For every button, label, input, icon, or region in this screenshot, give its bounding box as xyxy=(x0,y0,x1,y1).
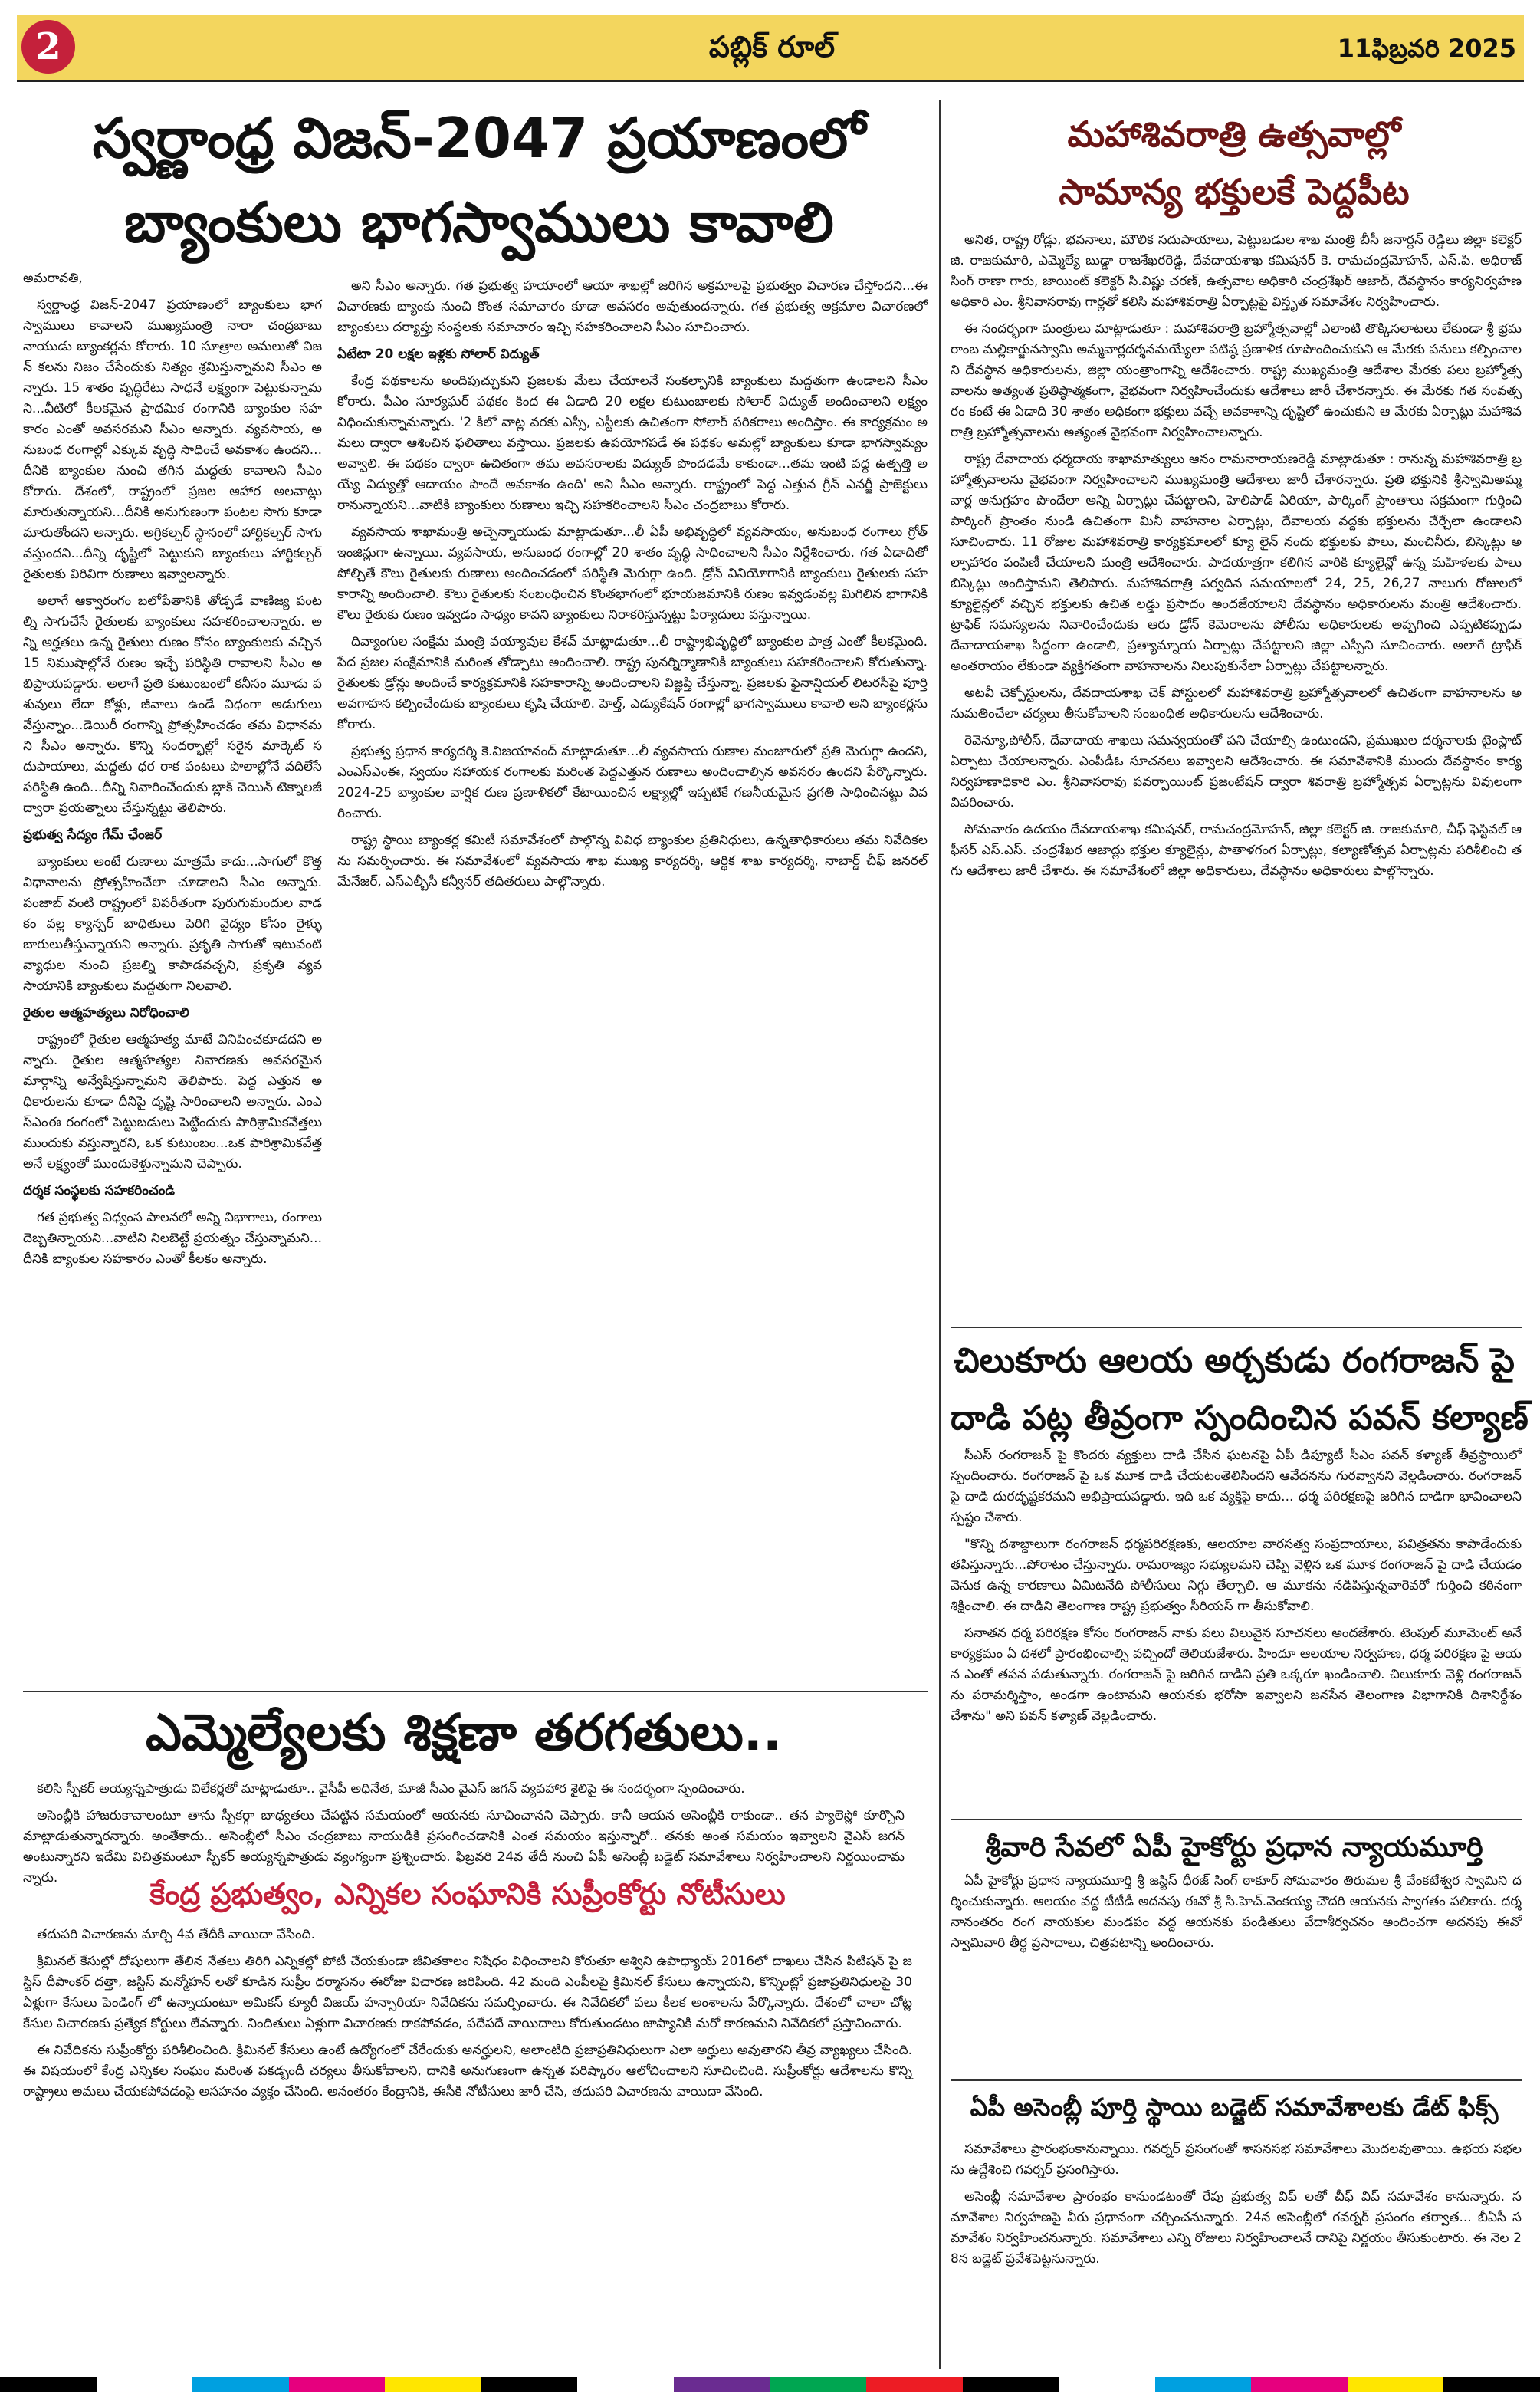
article-paragraph: "కొన్ని దశాబ్దాలుగా రంగరాజన్ ధర్మపరిరక్షణకు, ఆలయాల వారసత్వ సంప్రదాయాలు, పవిత్రతను కాపాడేందుకు తపిస్తున్నారు...పోరాటం చేస్తున్నారు. రామరాజ్యం సభ్యులమని చెప్పి వెళ్లిన ఒక మూక రంగరాజన్ పై దాడి చేయడం వెనుక ఉన్న కారణాలు ఏమిటనేది పోలీసులు నిగ్గు తేల్చాలి. ఆ మూకను నడిపిస్తున్నవారెవరో గుర్తించి కఠినంగా శిక్షించాలి. ఈ దాడిని తెలంగాణ రాష్ట్ర ప్రభుత్వం సీరియస్ గా తీసుకోవాలి. xyxy=(951,1537,1522,1614)
registration-swatch xyxy=(866,2377,963,2392)
article-paragraph: ఈ నివేదికను సుప్రీంకోర్టు పరిశీలించింది. క్రిమినల్ కేసులు ఉంటే ఉద్యోగంలో చేరేందుకు అనర్హులని, అలాంటిది ప్రజాప్రతినిధులుగా ఎలా అర్హులు అవుతారని తీవ్ర వ్యాఖ్యలు చేసింది. ఈ విషయంలో కేంద్ర ఎన్నికల సంఘం మరింత పకడ్బందీ చర్యలు తీసుకోవాలని, దానికి అనుగుణంగా ఉన్నత పరిష్కారం ఆలోచించాలని సూచించింది. సుప్రీంకోర్టు ఆదేశాలను కొన్ని రాష్ట్రాలు అమలు చేయకపోవడంపై అసహనం వ్యక్తం చేసింది. అనంతరం కేంద్రానికి, ఈసీకి నోటీసులు జారీ చేసి, తదుపరి విచారణను వాయిదా వేసింది. xyxy=(23,2043,912,2099)
article-paragraph: బ్యాంకులు అంటే రుణాలు మాత్రమే కాదు...సాగులో కొత్త విధానాలను ప్రోత్సహించేలా చూడాలని సీఎం అన్నారు. పంజాబ్ వంటి రాష్ట్రంలో విపరీతంగా పురుగుమందుల వాడకం వల్ల క్యాన్సర్ బాధితులు పెరిగి వైద్యం కోసం రైళ్ళు బారులుతీస్తున్నాయని అన్నారు. ప్రకృతి సాగుతో ఇటువంటి వ్యాధుల నుంచి ప్రజల్ని కాపాడవచ్చని, ప్రకృతి వ్యవసాయానికి బ్యాంకులు మద్దతుగా నిలవాలి. xyxy=(23,854,322,994)
section-divider xyxy=(951,2079,1522,2081)
lead-dateline: అమరావతి, xyxy=(23,271,83,286)
registration-swatch xyxy=(1443,2377,1540,2392)
court-headline: కేంద్ర ప్రభుత్వం, ఎన్నికల సంఘానికి సుప్రీంకోర్టు నోటీసులు xyxy=(149,1877,786,1911)
registration-swatch xyxy=(1348,2377,1444,2392)
article-paragraph: రాష్ట్రంలో రైతుల ఆత్మహత్య మాటే వినిపించకూడదని అన్నారు. రైతుల ఆత్మహత్యల నివారణకు అవసరమైన మార్గాన్ని అన్వేషిస్తున్నామని తెలిపారు. పెద్ద ఎత్తున అధికారులను కూడా దీనిపై దృష్టి సారించాలని అన్నారు. ఎంఎస్ఎంఈ రంగంలో పెట్టుబడులు పెట్టేందుకు పారిశ్రామికవేత్తలు ముందుకు వస్తున్నారని, ఒక కుటుంబం...ఒక పారిశ్రామికవేత్త అనే లక్ష్యంతో ముందుకెళ్తున్నామని చెప్పారు. xyxy=(23,1032,322,1172)
registration-swatch xyxy=(192,2377,289,2392)
article-paragraph: అటవీ చెక్పోస్టులను, దేవదాయశాఖ చెక్ పోస్టులలో మహాశివరాత్రి బ్రహ్మోత్సవాలలో ఉచితంగా వాహనాలను అనుమతించేలా చర్యలు తీసుకోవాలని సంబంధిత అధికారులను ఆదేశించారు. xyxy=(951,685,1522,722)
article-paragraph: కలిసి స్పీకర్ అయ్యన్నపాత్రుడు విలేకర్లతో మాట్లాడుతూ.. వైసీపీ అధినేత, మాజీ సీఎం వైఎస్ జగన్ వ్యవహార శైలిపై ఈ సందర్భంగా స్పందించారు. xyxy=(37,1781,745,1797)
registration-swatch xyxy=(577,2377,674,2392)
article-paragraph: అనిత, రాష్ట్ర రోడ్లు, భవనాలు, మౌలిక సదుపాయాలు, పెట్టుబడుల శాఖ మంత్రి బీసీ జనార్దన్ రెడ్డిలు జిల్లా కలెక్టర్ జి. రాజకుమారి, ఎమ్మెల్యే బుడ్డా రాజశేఖరరెడ్డి, దేవదాయశాఖ కమిషనర్ కె. రామచంద్రమోహన్, ఎస్.పి. అధిరాజ్ సింగ్ రాణా గారు, జాయింట్ కలెక్టర్ సి.విష్ణు చరణ్, ఉత్సవాల అధికారి చంద్రశేఖర్ ఆజాద్, దేవస్థానం కార్యనిర్వహణ అధికారి ఎం. శ్రీనివాసరావు గార్లతో కలిసి మహాశివరాత్రి ఏర్పాట్లపై విస్తృత సమావేశం నిర్వహించారు. xyxy=(951,232,1522,310)
registration-swatch xyxy=(0,2377,97,2392)
highcourt-headline: శ్రీవారి సేవలో ఏపీ హైకోర్టు ప్రధాన న్యాయమూర్తి xyxy=(985,1832,1483,1863)
registration-swatch xyxy=(770,2377,867,2392)
lead-headline-line1: స్వర్ణాంధ్ర విజన్-2047 ప్రయాణంలో xyxy=(92,106,866,170)
mla-story-body xyxy=(23,1779,905,1885)
article-paragraph: సోమవారం ఉదయం దేవదాయశాఖ కమిషనర్, రామచంద్రమోహన్, జిల్లా కలెక్టర్ జి. రాజకుమారి, చీఫ్ ఫెస్టివల్ ఆఫీసర్ ఎస్.ఎస్. చంద్రశేఖర ఆజాద్లు భక్తుల క్యూలైన్లు, పాతాళగంగ ఏర్పాట్లు, కల్యాణోత్సవ ఏర్పాట్లను పరిశీలించి తగు ఆదేశాలు జారీ చేశారు. ఈ సమావేశంలో జిల్లా అధికారులు, దేవస్థానం అధికారులు పాల్గొన్నారు. xyxy=(951,822,1522,879)
court-story-body xyxy=(23,1925,912,2354)
ap-assembly-headline: ఏపీ అసెంబ్లీ పూర్తి స్థాయి బడ్జెట్ సమావేశాలకు డేట్ ఫిక్స్ xyxy=(970,2093,1499,2122)
article-paragraph: రెవెన్యూ,పోలీస్, దేవాదాయ శాఖలు సమన్వయంతో పని చేయాల్సి ఉంటుందని, ప్రముఖుల దర్శనాలకు టైంస్లాట్ ఏర్పాటు చేయాలన్నారు. ఎంపీడీఓ సూచనలు ఇవ్వాలని ఆదేశించారు. ఈ సమావేశానికి ముందు దేవస్థానం కార్యనిర్వహణాధికారి ఎం. శ్రీనివాసరావు పవర్పాయింట్ ప్రజంటేషన్ ద్వారా శివరాత్రి బ్రహ్మోత్సవ ఏర్పాట్లను వివులంగా వివరించారు. xyxy=(951,733,1522,810)
article-paragraph: సమావేశాలు ప్రారంభంకానున్నాయి. గవర్నర్ ప్రసంగంతో శాసనసభ సమావేశాలు మొదలవుతాయి. ఉభయ సభలను ఉద్దేశించి గవర్నర్ ప్రసంగిస్తారు. xyxy=(951,2142,1522,2178)
article-paragraph: సనాతన ధర్మ పరిరక్షణ కోసం రంగరాజన్ నాకు పలు విలువైన సూచనలు అందజేశారు. టెంపుల్ మూమెంట్ అనే కార్యక్రమం ఏ దశలో ప్రారంభించాల్సి వచ్చిందో తెలియజేశారు. హిందూ ఆలయాల నిర్వహణ, ధర్మ పరిరక్షణ పై ఆయన ఎంతో తపన పడుతున్నారు. రంగరాజన్ పై జరిగిన దాడిని ప్రతి ఒక్కరూ ఖండించాలి. చిలుకూరు వెళ్లి రంగరాజన్ ను పరామర్శిస్తాం, అండగా ఉంటామని ఆయనకు భరోసా ఇవ్వాలని జనసేన తెలంగాణ విభాగానికి దిశానిర్దేశం చేశాను" అని పవన్ కళ్యాణ్ వెల్లడించారు. xyxy=(951,1626,1522,1724)
paper-name: పబ్లిక్ రూల్ xyxy=(708,30,836,64)
article-paragraph: కేంద్ర పథకాలను అందిపుచ్చుకుని ప్రజలకు మేలు చేయాలనే సంకల్పానికి బ్యాంకులు మద్దతుగా ఉండాలని సీఎం కోరారు. పీఎం సూర్యఘర్ పథకం కింద ఈ ఏడాది 20 లక్షల కుటుంబాలకు సోలార్ విద్యుత్ అందించాలని లక్ష్యం విధించుకున్నామన్నారు. '2 కిలో వాట్ల వరకు ఎస్సీ, ఎస్టీలకు ఉచితంగా సోలార్ పరికరాలు అందిస్తాం. ఈ కార్యక్రమం అమలు ద్వారా ఆశించిన ఫలితాలు వస్తాయి. ప్రజలకు ఉపయోగపడే ఈ పథకం అమల్లో బ్యాంకులు కూడా భాగస్వామ్యం అవ్వాలి. ఈ పథకం ద్వారా ఉచితంగా తమ అవసరాలకు విద్యుత్ పొందడమే కాకుండా...తమ ఇంటి వద్ద ఉత్పత్తి అయ్యే విద్యుత్తో ఆదాయం పొందే అవకాశం ఉంది' అని సీఎం అన్నారు. రాష్ట్రంలో పెద్ద ఎత్తున గ్రీన్ ఎనర్జీ ప్రాజెక్టులు రానున్నాయని...వాటికి బ్యాంకులు రుణాలు ఇచ్చి సహకరించాలని సీఎం చంద్రబాబు కోరారు. xyxy=(337,373,928,513)
lead-headline-line2: బ్యాంకులు భాగస్వాములు కావాలి xyxy=(124,190,834,255)
registration-swatch xyxy=(1059,2377,1155,2392)
chilkur-story-body xyxy=(951,1445,1522,1813)
article-paragraph: ప్రభుత్వ ప్రధాన కార్యదర్శి కె.విజయానంద్ మాట్లాడుతూ...లీ వ్యవసాయ రుణాల మంజూరులో ప్రతి మెరుగ్గా ఉందని, ఎంఎస్ఎంఈ, స్వయం సహాయక రంగాలకు మరింత పెద్దఎత్తున రుణాలు అందించాల్సిన అవసరం ఉందని పేర్కొన్నారు. 2024-25 బ్యాంకుల వార్షిక రుణ ప్రణాళికలో కేటాయించిన లక్ష్యాల్లో ఇప్పటికే గణనీయమైన ప్రగతి సాధించినట్టు వివరించారు. xyxy=(337,744,928,821)
registration-swatch xyxy=(1251,2377,1348,2392)
color-registration-bar xyxy=(0,2377,1540,2392)
chilkur-headline-line2: దాడి పట్ల తీవ్రంగా స్పందించిన పవన్ కల్యాణ్ xyxy=(951,1399,1529,1438)
article-paragraph: అసెంబ్లీకి హాజరుకావాలంటూ తాను స్పీకర్గా బాధ్యతలు చేపట్టిన సమయంలో ఆయనకు సూచించానని చెప్పారు. కానీ ఆయన అసెంబ్లీకి రాకుండా.. తన ప్యాలెస్లో కూర్చొని మాట్లాడుతున్నారన్నారు. అంతేకాదు.. అసెంబ్లీలో సీఎం చంద్రబాబు నాయుడికి ప్రసంగించడానికి ఎంత సమయం ఇస్తున్నారో.. తనకు అంత సమయం ఇవ్వాలని వైఎస్ జగన్ అంటున్నారని ఇదేమి విచిత్రమంటూ స్పీకర్ అయ్యన్నపాత్రుడు వ్యంగ్యంగా ప్రశ్నించారు. ఫిబ్రవరి 24వ తేదీ నుంచి ఏపీ అసెంబ్లీ బడ్జెట్ సమావేశాలు నిర్వహించాలని నిర్ణయించామన్నారు. xyxy=(23,1808,905,1885)
mla-headline: ఎమ్మెల్యేలకు శిక్షణా తరగతులు.. xyxy=(146,1703,782,1762)
article-paragraph: గత ప్రభుత్వ విధ్వంస పాలనలో అన్ని విభాగాలు, రంగాలు దెబ్బతిన్నాయని...వాటిని నిలబెట్టే ప్రయత్నం చేస్తున్నామని...దీనికి బ్యాంకుల సహకారం ఎంతో కీలకం అన్నారు. xyxy=(23,1210,322,1267)
subheading: ఏటేటా 20 లక్షల ఇళ్లకు సోలార్ విద్యుత్ xyxy=(337,347,540,362)
article-paragraph: స్వర్ణాంధ్ర విజన్-2047 ప్రయాణంలో బ్యాంకులు భాగస్వాములు కావాలని ముఖ్యమంత్రి నారా చంద్రబాబు నాయుడు బ్యాంకర్లను కోరారు. 10 సూత్రాల అమలుతో విజన్ కలను నిజం చేసేందుకు నిత్యం శ్రమిస్తున్నామని సీఎం అన్నారు. 15 శాతం వృద్ధిరేటు సాధనే లక్ష్యంగా పెట్టుకున్నామని...వీటిలో కీలకమైన ప్రాథమిక రంగానికి బ్యాంకుల సహకారం ఎంతో అవసరమని సీఎం అన్నారు. వ్యవసాయ, అనుబంధ రంగాల్లో ఎక్కువ వృద్ధి సాధించే అవకాశం ఉందని...దీనికి బ్యాంకుల నుంచి తగిన మద్దతు కావాలని సీఎం కోరారు. దేశంలో, రాష్ట్రంలో ప్రజల ఆహార అలవాట్లు మారుతున్నాయని...దీనికి అనుగుణంగా పంటల సాగు కూడా మారుతోందని అన్నారు. అగ్రికల్చర్ స్థానంలో హార్టికల్చర్ సాగు వస్తుందని...దీన్ని దృష్టిలో పెట్టుకుని బ్యాంకులు హార్టికల్చర్ రైతులకు విరివిగా రుణాలు ఇవ్వాలన్నారు. xyxy=(23,298,322,582)
article-paragraph: అలాగే ఆక్వారంగం బలోపేతానికి తోడ్పడే వాణిజ్య పంటల్ని సాగుచేసే రైతులకు బ్యాంకులు సహకరించాలన్నారు. అన్ని అర్హతలు ఉన్న రైతులు రుణం కోసం బ్యాంకులకు వచ్చిన 15 నిముషాల్లోనే రుణం ఇచ్చే పరిస్థితి రావాలని సీఎం అభిప్రాయపడ్డారు. అలాగే ప్రతి కుటుంబంలో కనీసం మూడు పశువులు లేదా కోళ్లు, జీవాలు ఉండే విధంగా అడుగులు వేస్తున్నాం...డెయిరీ రంగాన్ని ప్రోత్సహించడం తమ విధానమని సీఎం అన్నారు. కొన్ని సందర్భాల్లో సరైన మార్కెట్ సదుపాయాలు, మద్దతు ధర రాక పంటలు పొలాల్లోనే వదిలేసే పరిస్థితి ఉంది...దీన్ని నివారించేందుకు బ్లాక్ చెయిన్ టెక్నాలజీ ద్వారా ప్రయత్నాలు చేస్తున్నట్టు తెలిపారు. xyxy=(23,593,322,816)
article-paragraph: రాష్ట్ర దేవాదాయ ధర్మదాయ శాఖామాత్యులు ఆనం రామనారాయణరెడ్డి మాట్లాడుతూ : రానున్న మహాశివరాత్రి బ్రహ్మోత్సవాలను వైభవంగా నిర్వహించాలని ముఖ్యమంత్రి ఆదేశాలు జారీ చేశారన్నారు. ప్రతి భక్తునికి శ్రీస్వామిఅమ్మవార్ల అనుగ్రహం పొందేలా అన్ని ఏర్పాట్లు చేపట్టాలని, హెలిపాడ్ ఏరియా, పార్కింగ్ ప్రాంతాలు సక్రమంగా గుర్తించి పార్కింగ్ ప్రాంతం నుండి ఉచితంగా మినీ వాహనాల ఏర్పాట్లు, దేవాలయ వద్దకు భక్తులను చేర్చేలా ఉండాలని సూచించారు. 11 రోజుల మహాశివరాత్రి కార్యక్రమాలలో క్యూ లైన్ నందు భక్తులకు పాలు, మంచినీరు, బిస్కెట్లు అల్పాహారం పంపిణీ చేయాలని మంత్రి ఆదేశించారు. పాదయాత్రగా కలిగిన వారికి క్యూలైన్లో ఉన్న మహిళలకు పాలు బిస్కెట్లు అందిస్తామని తెలిపారు. మహాశివరాత్రి పర్వదిన సమయాలలో 24, 25, 26,27 నాలుగు రోజులలో క్యూలైన్లలో వచ్చిన భక్తులకు ఉచిత లడ్డు ప్రసాదం అందజేయాలని దేవస్థానం అధికారులను మంత్రి ఆదేశించారు. ట్రాఫిక్ సమస్యలను నివారించేందుకు ఆరు డ్రోన్ కెమెరాలను పోలీసు అధికారులకు అప్పగించి ఎప్పటికప్పుడు దేవాదాయశాఖ సిద్ధంగా ఉండాలి, ప్రత్యామ్నాయ ఏర్పాట్లు చేపట్టాలని జిల్లా ఎస్పీని సూచించారు. అలాగే ట్రాఫిక్ అంతరాయం లేకుండా వ్యక్తిగతంగా వాహనాలను నిలుపుకునేలా ఏర్పాట్లు చేపట్టాలన్నారు. xyxy=(951,452,1522,674)
article-paragraph: అని సీఎం అన్నారు. గత ప్రభుత్వ హయాంలో ఆయా శాఖల్లో జరిగిన అక్రమాలపై ప్రభుత్వం విచారణ చేస్తోందని...ఈ విచారణకు బ్యాంకు నుంచి కొంత సమాచారం కూడా అవసరం అవుతుందన్నారు. గత ప్రభుత్వ అక్రమాల విచారణలో బ్యాంకులు దర్యాప్తు సంస్థలకు సమాచారం ఇచ్చి సహకరించాలని సీఎం సూచించారు. xyxy=(337,278,928,335)
lead-story-mid-column xyxy=(337,276,928,1695)
subheading: రైతుల ఆత్మహత్యలు నిరోధించాలి xyxy=(23,1005,189,1021)
registration-swatch xyxy=(97,2377,193,2392)
article-paragraph: అసెంబ్లీ సమావేశాల ప్రారంభం కానుండటంతో రేపు ప్రభుత్వ విప్ లతో చీఫ్ విప్ సమావేశం కానున్నారు. సమావేశాల నిర్వహణపై వీరు ప్రధానంగా చర్చించనున్నారు. 24న అసెంబ్లీలో గవర్నర్ ప్రసంగం తర్వాత... బీఏసీ సమావేశం నిర్వహించనున్నారు. సమావేశాలు ఎన్ని రోజులు నిర్వహించాలనే దానిపై నిర్ణయం తీసుకుంటారు. ఈ నెల 28న బడ్జెట్ ప్రవేశపెట్టనున్నారు. xyxy=(951,2189,1522,2267)
shivaratri-story-body xyxy=(951,230,1522,1319)
registration-swatch xyxy=(481,2377,578,2392)
shivaratri-headline-line2: సామాన్య భక్తులకే పెద్దపీట xyxy=(1059,171,1410,212)
registration-swatch xyxy=(289,2377,386,2392)
section-divider xyxy=(951,1819,1522,1820)
shivaratri-headline-line1: మహాశివరాత్రి ఉత్సవాల్లో xyxy=(1067,113,1401,155)
article-paragraph: రాష్ట్ర స్థాయి బ్యాంకర్ల కమిటీ సమావేశంలో పాల్గొన్న వివిధ బ్యాంకుల ప్రతినిధులు, ఉన్నతాధికారులు తమ నివేదికలను సమర్పించారు. ఈ సమావేశంలో వ్యవసాయ శాఖ ముఖ్య కార్యదర్శి, ఆర్థిక శాఖ కార్యదర్శి, నాబార్డ్ చీఫ్ జనరల్ మేనేజర్, ఎస్ఎల్బీసీ కన్వీనర్ తదితరులు పాల్గొన్నారు. xyxy=(337,833,928,889)
highcourt-story-body xyxy=(951,1871,1522,2078)
article-paragraph: సీఎస్ రంగరాజన్ పై కొందరు వ్యక్తులు దాడి చేసిన ఘటనపై ఏపీ డిప్యూటీ సీఎం పవన్ కళ్యాణ్ తీవ్రస్థాయిలో స్పందించారు. రంగరాజన్ పై ఒక మూక దాడి చేయటంతెలిసిందని ఆవేదనను గురవ్వానని వెల్లడించారు. రంగరాజన్ పై దాడి దురదృష్టకరమని అభిప్రాయపడ్డారు. ఇది ఒక వ్యక్తిపై కాదు... ధర్మ పరిరక్షణపై జరిగిన దాడిగా భావించాలని స్పష్టం చేశారు. xyxy=(951,1448,1522,1525)
article-paragraph: వ్యవసాయ శాఖామంత్రి అచ్చెన్నాయుడు మాట్లాడుతూ...లీ ఏపీ అభివృద్ధిలో వ్యవసాయం, అనుబంధ రంగాలు గ్రోత్ ఇంజిన్లుగా ఉన్నాయి. వ్యవసాయ, అనుబంధ రంగాల్లో 20 శాతం వృద్ధి సాధించాలని సీఎం నిర్దేశించారు. గత ఏడాదితో పోల్చితే కౌలు రైతులకు రుణాలు అందించడంలో పరిస్థితి మెరుగ్గా ఉంది. డ్రోన్ వినియోగానికి బ్యాంకులు రైతులకు సహకారాన్ని అందించాలి. కౌలు రైతులకు సంబంధించిన కొంతభాగంలో భూయజమానికి రుణం ఇవ్వడంవల్ల మిగిలిన భాగానికి కౌలు రైతుకు రుణం ఇవ్వడం సాధ్యం కావని బ్యాంకులు నిరాకరిస్తున్నట్టు ఫిర్యాదులు వస్తున్నాయి. xyxy=(337,524,928,623)
article-paragraph: క్రిమినల్ కేసుల్లో దోషులుగా తేలిన నేతలు తిరిగి ఎన్నికల్లో పోటీ చేయకుండా జీవితకాలం నిషేధం విధించాలని కోరుతూ అశ్విని ఉపాధ్యాయ్ 2016లో దాఖలు చేసిన పిటిషన్ పై జస్టిస్ దీపాంకర్ దత్తా, జస్టిస్ మన్మోహన్ లతో కూడిన సుప్రీం ధర్మాసనం ఈరోజు విచారణ జరిపింది. 42 మంది ఎంపీలపై క్రిమినల్ కేసులు ఉన్నాయని, కొన్నింట్లో ప్రజాప్రతినిధులపై 30 ఏళ్లుగా కేసులు పెండింగ్ లో ఉన్నాయంటూ అమికస్ క్యూరీ విజయ్ హన్సారియా నివేదికను సమర్పించారు. ఈ నివేదికలో పలు కీలక అంశాలను పేర్కొన్నారు. దేశంలో చాలా చోట్ల కేసుల విచారణకు ప్రత్యేక కోర్టులు లేవన్నారు. నిందితులు ఏళ్లుగా విచారణకు రాకపోవడం, పదేపదే వాయిదాలు కోరుతుండటం జాప్యానికి మరో కారణమని నివేదికలో ప్రస్తావించారు. xyxy=(23,1954,912,2031)
subheading: ప్రభుత్వ సేద్యం గేమ్ ఛేంజర్ xyxy=(23,827,163,843)
registration-swatch xyxy=(674,2377,770,2392)
section-divider xyxy=(951,1327,1522,1328)
masthead xyxy=(17,15,1524,82)
article-paragraph: దివ్యాంగుల సంక్షేమ మంత్రి వయ్యావుల కేశవ్ మాట్లాడుతూ...లీ రాష్ట్రాభివృద్ధిలో బ్యాంకుల పాత్ర ఎంతో కీలకమైంది. పేద ప్రజల సంక్షేమానికి మరింత తోడ్పాటు అందించాలి. రాష్ట్ర పునర్నిర్మాణానికి బ్యాంకులు సహకరించాలని కోరుతున్నా. రైతులకు డ్రోన్లు అందించే కార్యక్రమానికి సహకారాన్ని అందించాలని విజ్ఞప్తి చేస్తున్నా. ప్రజలకు ఫైనాన్షియల్ లిటరసీపై పూర్తి అవగాహన కల్పించేందుకు బ్యాంకులు కృషి చేయాలి. హెల్త్, ఎడ్యుకేషన్ రంగాల్లో భాగస్వాములు కావాలి అని బ్యాంకర్లను కోరారు. xyxy=(337,634,928,732)
column-divider xyxy=(939,100,941,2369)
ap-assembly-story-body xyxy=(951,2139,1522,2339)
article-paragraph: ఈ సందర్భంగా మంత్రులు మాట్లాడుతూ : మహాశివరాత్రి బ్రహ్మోత్సవాల్లో ఎలాంటి తొక్కిసలాటలు లేకుండా శ్రీ భ్రమరాంబ మల్లికార్జునస్వామి అమ్మవార్లదర్శనమయ్యేలా పటిష్ఠ ప్రణాళిక రూపొందించుకుని ఆ మేరకు పనులు కల్పించాలని దేవస్థాన అధికారులను, జిల్లా యంత్రాంగాన్ని ఆదేశించారు. రాష్ట్ర ముఖ్యమంత్రి ఆదేశాల మేరకు పలు బ్రహ్మోత్సవాలను అత్యంత ప్రతిష్ఠాత్మకంగా, వైభవంగా నిర్వహించేందుకు ఆదేశాలు జారీ చేశారన్నారు. ఈ మేరకు గత సంవత్సరం కంటే ఈ ఏడాది 30 శాతం అధికంగా భక్తులు వచ్చే అవకాశాన్ని దృష్టిలో ఉంచుకుని ఆ మేరకు ఏర్పాట్లు మహాశివరాత్రి బ్రహ్మోత్సవాలను అత్యంత వైభవంగా నిర్వహించాలన్నారు. xyxy=(951,321,1522,440)
chilkur-headline-line1: చిలుకూరు ఆలయ అర్చకుడు రంగరాజన్ పై xyxy=(954,1341,1515,1380)
registration-swatch xyxy=(1155,2377,1252,2392)
lead-story-left-column xyxy=(23,268,322,1695)
section-divider xyxy=(23,1691,928,1692)
publication-date: 11ఫిబ్రవరి 2025 xyxy=(1337,34,1516,63)
article-paragraph: ఏపీ హైకోర్టు ప్రధాన న్యాయమూర్తి శ్రీ జస్టిస్ ధీరజ్ సింగ్ ఠాకూర్ సోమవారం తిరుమల శ్రీ వేంకటేశ్వర స్వామిని దర్శించుకున్నారు. ఆలయం వద్ద టీటీడీ అదనపు ఈవో శ్రీ సి.హెచ్.వెంకయ్య చౌదరి ఆయనకు స్వాగతం పలికారు. దర్శనానంతరం రంగ నాయకుల మండపం వద్ద ఆయనకు పండితులు వేదాశీర్వచనం అందించగా అదనపు ఈవో స్వామివారి తీర్థ ప్రసాదాలు, చిత్రపటాన్ని అందించారు. xyxy=(951,1873,1522,1951)
registration-swatch xyxy=(385,2377,481,2392)
page-number: 2 xyxy=(21,20,75,74)
subheading: దర్శక సంస్థలకు సహకరించండి xyxy=(23,1183,175,1198)
registration-swatch xyxy=(963,2377,1059,2392)
article-paragraph: తదుపరి విచారణను మార్చి 4వ తేదీకి వాయిదా వేసింది. xyxy=(37,1927,315,1942)
